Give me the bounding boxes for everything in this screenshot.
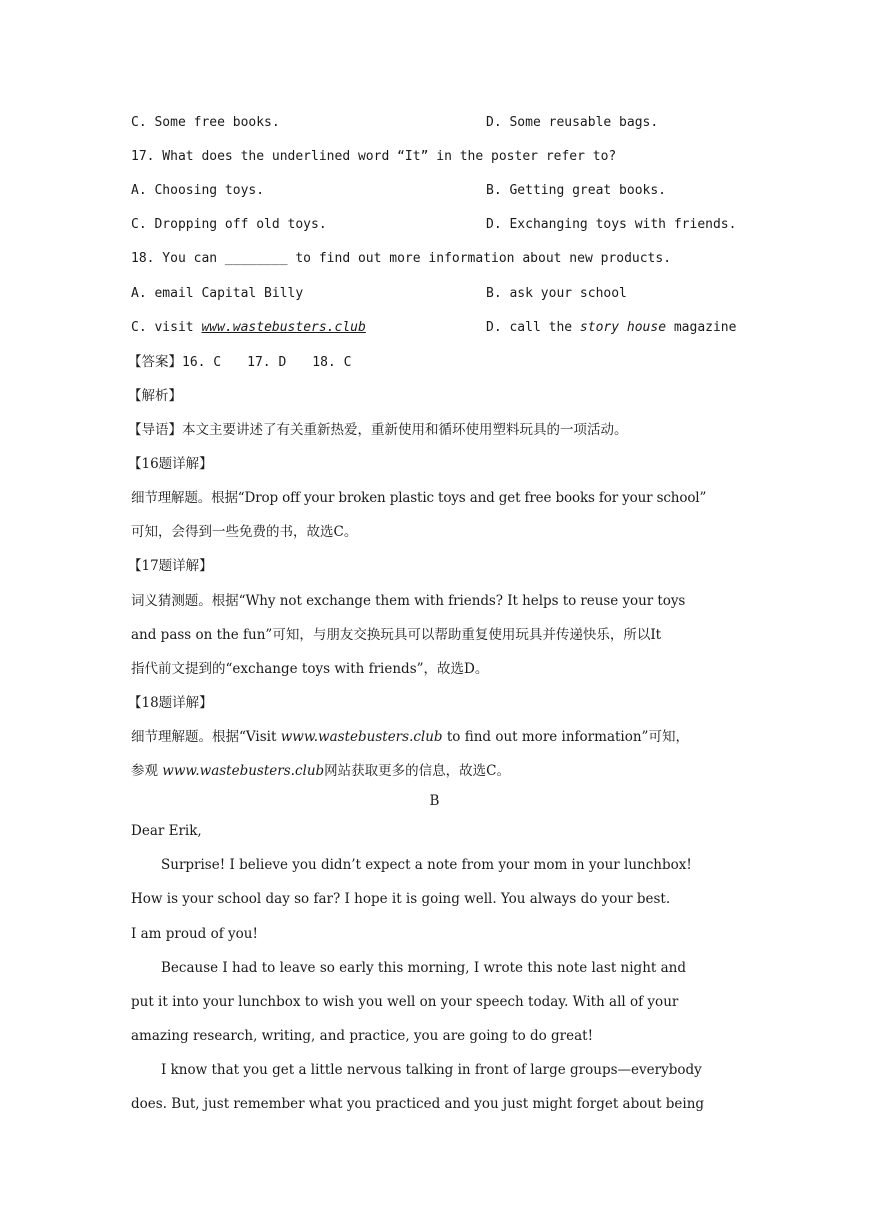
section-b-heading: B [429,793,440,809]
q16-option-d: D. Some reusable bags. [486,115,659,130]
letter-p2-line1: Because I had to leave so early this morning, I wrote this note last night and [161,960,686,976]
q18-website-link: www.wastebusters.club [201,320,366,335]
q17-option-a: A. Choosing toys. [131,183,265,198]
letter-p3-line2: does. But, just remember what you practiced and you just might forget about being [131,1096,705,1112]
detail-18-link-2: www.wastebusters.club [162,763,325,779]
q18-option-c [131,318,366,338]
q17-stem: 17. What does the underlined word “It” in the poster refer to? [131,149,617,164]
letter-greeting: Dear Erik, [131,823,202,839]
detail-17-line2: and pass on the fun”可知，与朋友交换玩具可以帮助重复使用玩具并传递快乐，所以It [131,627,662,643]
q18-option-b: B. ask your school [486,286,627,301]
q18-option-a: A. email Capital Billy [131,286,304,301]
detail-16-label: 【16题详解】 [128,456,213,472]
q18-option-d-italic: story house [579,320,667,335]
detail-17-label: 【17题详解】 [128,558,213,574]
detail-18-line2-a: 参观 [131,763,163,779]
detail-18-line1-b: to find out more information”可知， [442,729,689,745]
q17-option-c: C. Dropping off old toys. [131,217,327,232]
detail-18-line1 [131,727,689,747]
q17-option-b: B. Getting great books. [486,183,667,198]
q18-option-d [486,318,736,338]
q18-option-c-prefix: C. visit [131,320,202,335]
answer-18: 18. C [312,355,352,370]
detail-18-link-1: www.wastebusters.club [280,729,443,745]
letter-p1-line3: I am proud of you! [131,926,258,942]
letter-p3-line1: I know that you get a little nervous talking in front of large groups—everybody [161,1062,702,1078]
answer-17: 17. D [247,355,287,370]
detail-16-line1: 细节理解题。根据“Drop off your broken plastic toys and get free books for your school” [131,490,707,506]
detail-17-line1: 词义猜测题。根据“Why not exchange them with friends? It helps to reuse your toys [131,593,686,609]
detail-16-line2: 可知，会得到一些免费的书，故选C。 [131,524,358,540]
detail-17-line3: 指代前文提到的“exchange toys with friends”，故选D。 [131,661,489,677]
detail-18-line1-a: 细节理解题。根据“Visit [131,729,281,745]
q18-option-d-prefix: D. call the [486,320,580,335]
q16-option-c: C. Some free books. [131,115,280,130]
guide-line [128,420,628,440]
guide-label: 【导语】 [128,422,182,438]
guide-text: 本文主要讲述了有关重新热爱，重新使用和循环使用塑料玩具的一项活动。 [182,422,628,438]
q17-option-d: D. Exchanging toys with friends. [486,217,737,232]
letter-p1-line1: Surprise! I believe you didn’t expect a note from your mom in your lunchbox! [161,857,692,873]
answer-label: 【答案】 [128,354,182,370]
analysis-label: 【解析】 [128,388,182,404]
letter-p1-line2: How is your school day so far? I hope it is going well. You always do your best. [131,891,671,907]
letter-p2-line3: amazing research, writing, and practice, you are going to do great! [131,1028,594,1044]
letter-p2-line2: put it into your lunchbox to wish you well on your speech today. With all of your [131,994,679,1010]
q18-option-d-suffix: magazine [666,320,737,335]
detail-18-label: 【18题详解】 [128,695,213,711]
q18-stem: 18. You can ________ to find out more information about new products. [131,251,672,266]
answer-16: 16. C [182,355,222,370]
detail-18-line2 [131,761,510,781]
answer-line [128,352,351,373]
detail-18-line2-b: 网站获取更多的信息，故选C。 [324,763,511,779]
